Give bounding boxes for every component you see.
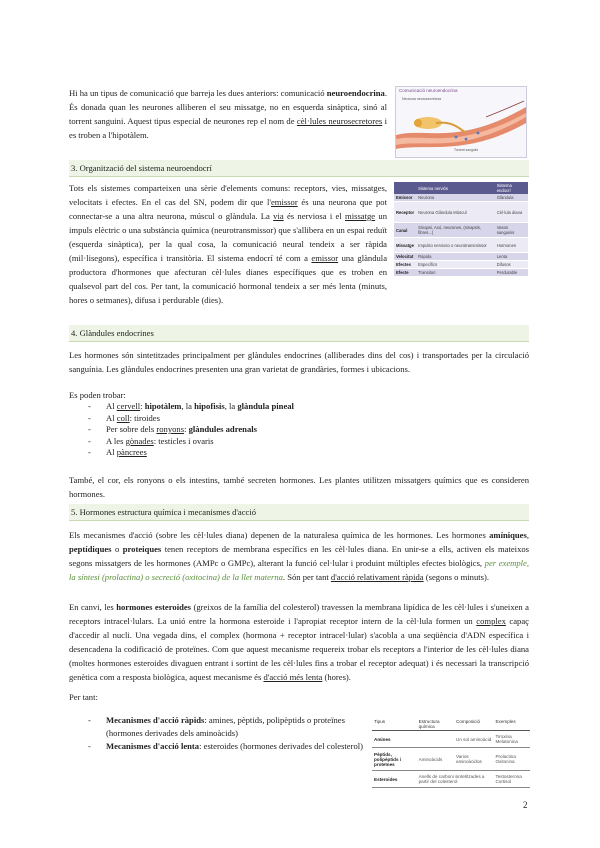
table-cell: Glàndula (495, 194, 528, 202)
table-cell: Efecte (394, 269, 416, 277)
table-row (394, 194, 528, 202)
list-item: - Al coll: tiroides (88, 413, 488, 425)
table-cell: Hormones (495, 238, 528, 253)
table-cell: Difusos (495, 261, 528, 269)
table-cell: Neurona Glàndula Múscul (416, 202, 495, 223)
table-header-cell: Sistema endocrí (495, 182, 528, 194)
table-cell: Ràpida (416, 253, 495, 261)
nervous-vs-endocrine-table (394, 182, 528, 277)
table-cell: Varios aminoàcidos (454, 748, 493, 771)
table-header-row (394, 182, 528, 194)
table-cell: Amines (372, 731, 417, 748)
table-cell: Velocitat (394, 253, 416, 261)
table-cell: Anells de carboni sintetitzades a partir del colesterol (417, 771, 494, 788)
section-5-paragraph-1: Els mecanismes d'acció (sobre les cèl·lules diana) depenen de la naturalesa química de les hormones. Les hormones amíniques, peptídiques o proteiques tenen receptors de membrana específics en les cèl·lules diana. En unir-se a ells, activen els mateixos segons missatgers de les hormones (AMPc o GMPc), alterant la funció cel·lular i produint múltiples efectes biològics, per exemple, la síntesi (prolactina) o secreció (oxitocina) de la llet materna. Són per tant d'acció relativament ràpida (segons o minuts). (69, 530, 530, 582)
mechanisms-list (88, 714, 366, 753)
table-cell: Transitori (416, 269, 495, 277)
list-item: - Mecanismes d'acció lenta: esteroides (hormones derivades del colesterol) (88, 740, 366, 753)
table-row (394, 223, 528, 238)
section-3-heading: 3. Organització del sistema neuroendocrí (69, 160, 529, 177)
table-cell: Tiroxina Melatonina (493, 731, 530, 748)
table-row (372, 731, 530, 748)
table-cell: Impulso nervioso o neurotransmissor (416, 238, 495, 253)
intro-paragraph: Hi ha un tipus de comunicació que barreja les dues anteriors: comunicació neuroendocrina. És donada quan les neurones alliberen el seu missatge, no en esquerda sinàptica, sinó al torrent sanguini. Aquest tipus especial de neurones rep el nom de cèl·lules neurosecretores i es troben a l'hipotàlem. (69, 88, 387, 140)
hormone-types-table (372, 718, 530, 788)
table-cell: Vasos sanguinis (495, 223, 528, 238)
table-cell (417, 731, 454, 748)
table-cell: Testosterona Cortisol (493, 771, 530, 788)
table-cell: Emissor (394, 194, 416, 202)
table-cell: Missatge (394, 238, 416, 253)
neuroendocrine-figure (395, 86, 527, 158)
table-cell: Cèl·lula diana (495, 202, 528, 223)
table-row (394, 202, 528, 223)
table-cell: Específics (416, 261, 495, 269)
table-row (394, 253, 528, 261)
table-header-cell: Estructura química (417, 718, 454, 731)
table-row (394, 238, 528, 253)
table-cell: Perdurable (495, 269, 528, 277)
list-intro: Es poden trobar: (69, 390, 126, 400)
table-cell: Lenta (495, 253, 528, 261)
table-row (372, 748, 530, 771)
table-header-cell: Sistema nerviós (416, 182, 495, 194)
list-item: - Per sobre dels ronyons: glàndules adrenals (88, 424, 488, 436)
figure-title: Comunicació neuroendocrina (399, 88, 458, 93)
table-cell: Aminoàcids (417, 748, 454, 771)
section-5-heading: 5. Hormones estructura química i mecanismes d'acció (69, 504, 529, 521)
section-3-paragraph: Tots els sistemes comparteixen una sèrie d'elements comuns: receptors, vies, missatges, velocitats i efectes. En el cas del SN, podem dir que l'emissor és una neurona que pot connectar-se a una altra neurona, múscul o glàndula. La via és nerviosa i el missatge un impuls elèctric o una substància química (neurotransmissor) que s'allibera en un espai reduït (esquerda sinàptica), per la qual cosa, la comunicació neural tendeix a ser ràpida (mil·lisegons), específica i transitòria. El sistema endocrí té com a emissor una glàndula productora d'hormones que afecturan cèl·lules dianes específiques que es troben en qualsevol part del cos. Per tant, la comunicació hormonal tendeix a ser més lenta (minuts, hores o setmanes), difusa i perdurable (dies). (69, 183, 388, 305)
glands-list (88, 401, 488, 459)
table-cell: Neurona (416, 194, 495, 202)
figure-caption: Torrent sanguini (454, 148, 479, 152)
table-row (394, 261, 528, 269)
table-row (372, 771, 530, 788)
figure-illustration (396, 87, 526, 157)
section-4-paragraph: Les hormones són sintetitzades principalment per glàndules endocrines (alliberades dins del cos) i transportades per la circulació sanguínia. Les glàndules endocrines presenten una gran varietat de grandàries, formes i ubicacions. (69, 350, 529, 374)
table-header-cell (394, 182, 416, 194)
table-cell: Un sol aminoàcid (454, 731, 493, 748)
list-item: - Al pàncrees (88, 447, 488, 459)
table-row (394, 269, 528, 277)
table-cell: Esteroides (372, 771, 417, 788)
figure-label: Neurona neurosecretora (402, 97, 441, 101)
section-4-heading: 4. Glàndules endocrines (69, 325, 529, 342)
table-cell: Pèptids, polipèptids i proteïnes (372, 748, 417, 771)
table-cell: Receptor (394, 202, 416, 223)
table-cell: Canal (394, 223, 416, 238)
table-cell: Prolactina Oxitocina (493, 748, 530, 771)
page-number: 2 (523, 800, 528, 810)
per-tant-label: Per tant: (69, 692, 98, 702)
table-cell: Sinapsi, Axó, neurones, (sinapsis, fibres...) (416, 223, 495, 238)
section-4-paragraph-2: També, el cor, els ronyons o els intestins, també secreten hormones. Les plantes utilitzen missatgers químics que es consideren hormones. (69, 475, 529, 499)
table-header-cell: Tipus (372, 718, 417, 731)
list-item: - Al cervell: hipotàlem, la hipofisis, la glàndula pineal (88, 401, 488, 413)
table-header-cell: Exemples (493, 718, 530, 731)
table-header-row (372, 718, 530, 731)
table-header-cell: Composició (454, 718, 493, 731)
table-cell: Efectes (394, 261, 416, 269)
list-item: - A les gònades: testicles i ovaris (88, 436, 488, 448)
list-item: - Mecanismes d'acció ràpids: amines, pèptids, polipèptids o proteïnes (hormones derivades dels aminoàcids) (88, 714, 366, 740)
section-5-paragraph-2: En canvi, les hormones esteroides (greixos de la família del colesterol) travessen la membrana lipídica de les cèl·lules i s'uneixen a receptors intracel·lulars. La unió entre la hormona esteroide i l'apropiat receptor intern de la cèl·lula formen un complex capaç d'accedir al nucli. Una vegada dins, el complex (hormona + receptor intracel·lular) s'acobla a una seqüència d'ADN específica i desencadena la codificació de proteïnes. Com que aquest mecanisme requereix trobar els receptors a l'interior de les cèl·lules diana (moltes hormones esteroides divaguen entrant i sortint de les cèl·lules fins a trobar el receptor adequat) i és necessari la transcripció genètica com a resposta biològica, aquest mecanisme és d'acció més lenta (hores). (69, 602, 529, 682)
